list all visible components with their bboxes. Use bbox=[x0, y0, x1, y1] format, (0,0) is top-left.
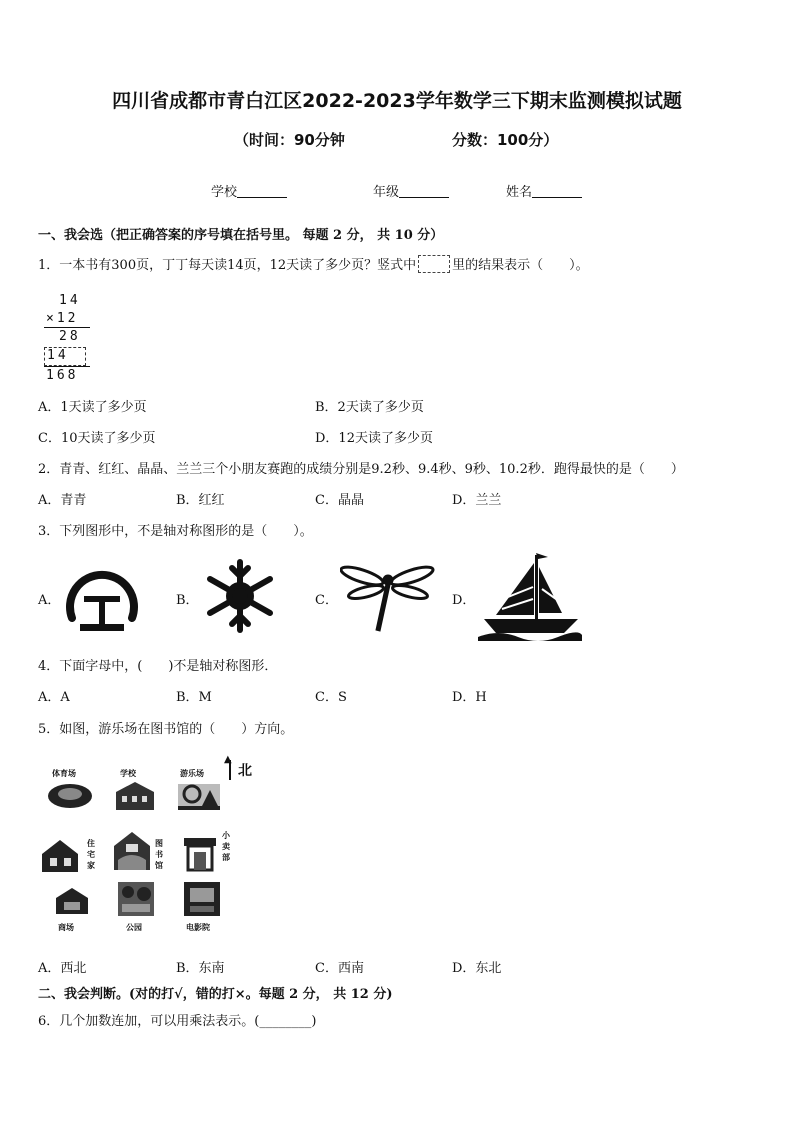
cinema-icon bbox=[182, 880, 222, 918]
map-label-amusement-park: 游乐场 bbox=[180, 769, 204, 778]
school-field[interactable] bbox=[211, 181, 287, 200]
map-label-park: 公园 bbox=[126, 923, 142, 932]
school-blank[interactable] bbox=[237, 183, 287, 198]
exam-time: （时间：90分钟 bbox=[234, 131, 345, 149]
q3-text: 3．下列图形中，不是轴对称图形的是（ ）。 bbox=[38, 524, 313, 539]
map-label-shop: 小卖部 bbox=[222, 831, 230, 862]
calc-row5: 168 bbox=[46, 368, 79, 383]
q3-option-c[interactable]: C． bbox=[315, 593, 338, 608]
amusement-park-icon bbox=[176, 778, 222, 812]
q2-text: 2．青青、红红、晶晶、兰兰三个小朋友赛跑的成绩分别是9.2秒、9.4秒、9秒、10.2秒．跑得最快的是（ ） bbox=[38, 462, 684, 477]
q4-option-c[interactable]: C．S bbox=[315, 690, 347, 705]
section1-heading: 一、我会选（把正确答案的序号填在括号里。 每题 2 分， 共 10 分） bbox=[38, 228, 444, 243]
calc-row1: 14 bbox=[59, 293, 81, 308]
q4-option-a[interactable]: A．A bbox=[38, 690, 70, 705]
calc-row4: 14 bbox=[47, 348, 69, 363]
mall-icon bbox=[52, 884, 92, 918]
q5-text: 5．如图，游乐场在图书馆的（ ）方向。 bbox=[38, 722, 294, 737]
school-label: 学校 bbox=[211, 185, 238, 200]
sailboat-icon[interactable] bbox=[478, 549, 582, 641]
calc-row2: ×12 bbox=[46, 311, 79, 326]
q3-option-a[interactable]: A． bbox=[38, 593, 61, 608]
q2-option-d[interactable]: D．兰兰 bbox=[452, 493, 502, 508]
dragonfly-icon[interactable] bbox=[340, 556, 436, 636]
page-title: 四川省成都市青白江区2022-2023学年数学三下期末监测模拟试题 bbox=[112, 90, 682, 112]
map-label-cinema: 电影院 bbox=[186, 923, 210, 932]
q1-option-b[interactable]: B．2天读了多少页 bbox=[315, 400, 424, 415]
grade-label: 年级 bbox=[373, 185, 400, 200]
exam-score: 分数：100分） bbox=[452, 131, 559, 149]
q5-option-b[interactable]: B．东南 bbox=[176, 961, 225, 976]
calc-row3: 28 bbox=[59, 329, 81, 344]
metro-logo-icon[interactable] bbox=[62, 556, 142, 638]
calc-line1 bbox=[44, 327, 90, 328]
residence-icon bbox=[40, 836, 86, 874]
q1-option-a[interactable]: A．1天读了多少页 bbox=[38, 400, 147, 415]
q5-option-c[interactable]: C．西南 bbox=[315, 961, 364, 976]
map-label-residence: 住宅家 bbox=[87, 839, 95, 870]
north-arrow-head: ▲ bbox=[224, 754, 232, 765]
q5-option-a[interactable]: A．西北 bbox=[38, 961, 87, 976]
q2-option-a[interactable]: A．青青 bbox=[38, 493, 87, 508]
q1-dotted-box bbox=[418, 255, 450, 273]
q3-option-b[interactable]: B． bbox=[176, 593, 199, 608]
north-label: 北 bbox=[238, 763, 252, 779]
map-label-stadium: 体育场 bbox=[52, 769, 76, 778]
q2-option-b[interactable]: B．红红 bbox=[176, 493, 225, 508]
map-label-mall: 商场 bbox=[58, 923, 74, 932]
q1-text-before: 1．一本书有300页，丁丁每天读14页，12天读了多少页？竖式中 bbox=[38, 258, 417, 273]
calc-line2 bbox=[44, 366, 90, 367]
name-blank[interactable] bbox=[532, 183, 582, 198]
q3-option-d[interactable]: D． bbox=[452, 593, 476, 608]
q2-option-c[interactable]: C．晶晶 bbox=[315, 493, 364, 508]
q6-text[interactable]: 6．几个加数连加，可以用乘法表示。(________) bbox=[38, 1014, 317, 1029]
q4-option-d[interactable]: D．H bbox=[452, 690, 487, 705]
q1-option-d[interactable]: D．12天读了多少页 bbox=[315, 431, 433, 446]
section2-heading: 二、我会判断。(对的打√，错的打×。每题 2 分， 共 12 分) bbox=[38, 987, 393, 1002]
snowflake-icon[interactable] bbox=[200, 556, 280, 636]
q1-option-c[interactable]: C．10天读了多少页 bbox=[38, 431, 156, 446]
park-icon bbox=[116, 880, 156, 918]
q1-text-after: 里的结果表示（ ）。 bbox=[452, 258, 589, 273]
grade-field[interactable] bbox=[373, 181, 449, 200]
stadium-icon bbox=[46, 778, 94, 812]
name-label: 姓名 bbox=[506, 185, 533, 200]
map-label-library: 图书馆 bbox=[155, 839, 163, 870]
school-icon bbox=[112, 778, 158, 812]
shop-icon bbox=[182, 834, 218, 872]
q5-option-d[interactable]: D．东北 bbox=[452, 961, 502, 976]
map-label-school: 学校 bbox=[120, 769, 136, 778]
name-field[interactable] bbox=[506, 181, 582, 200]
q4-text: 4．下面字母中，( )不是轴对称图形． bbox=[38, 659, 278, 674]
library-icon bbox=[110, 830, 154, 874]
grade-blank[interactable] bbox=[399, 183, 449, 198]
q1-text bbox=[38, 254, 589, 273]
q4-option-b[interactable]: B．M bbox=[176, 690, 212, 705]
